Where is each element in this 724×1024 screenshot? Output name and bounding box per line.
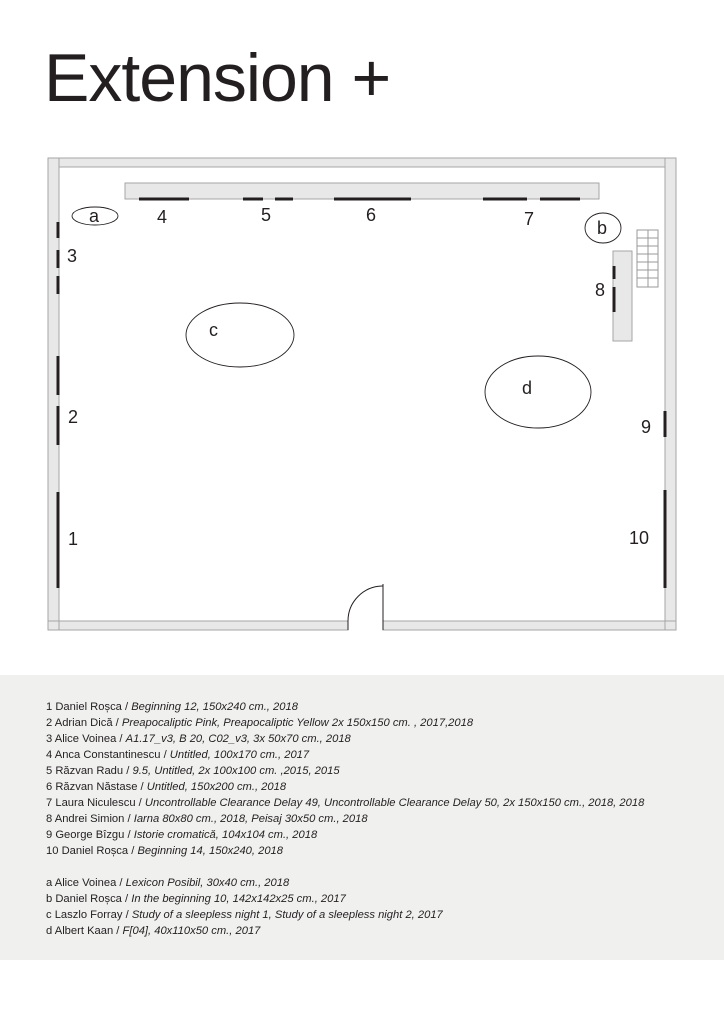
label-7: 7: [524, 209, 535, 229]
objects: [72, 207, 621, 428]
object-c-outline: [186, 303, 294, 367]
object-d-outline: [485, 356, 591, 428]
legend-item: 3 Alice Voinea / A1.17_v3, B 20, C02_v3, 3x 50x70 cm., 2018: [46, 733, 351, 745]
label-b: b: [597, 218, 608, 238]
legend-panel: [0, 675, 724, 960]
label-c: c: [209, 320, 218, 340]
wall-right: [665, 158, 676, 630]
wall-bottom-left: [48, 621, 348, 630]
legend-item: d Albert Kaan / F[04], 40x110x50 cm., 2017: [46, 925, 261, 937]
legend-item: 4 Anca Constantinescu / Untitled, 100x170 cm., 2017: [46, 749, 310, 761]
legend-item: 8 Andrei Simion / Iarna 80x80 cm., 2018, Peisaj 30x50 cm., 2018: [46, 813, 368, 825]
label-a: a: [89, 206, 100, 226]
walls: [48, 158, 676, 630]
wall-bottom-right: [383, 621, 676, 630]
legend-item: 5 Răzvan Radu / 9.5, Untitled, 2x 100x100 cm. ,2015, 2015: [46, 765, 340, 777]
partition-top: [125, 183, 599, 199]
stairs: [637, 230, 658, 287]
label-6: 6: [366, 205, 377, 225]
label-9: 9: [641, 417, 652, 437]
label-10: 10: [629, 528, 650, 548]
wall-labels: [67, 205, 651, 549]
legend-item: a Alice Voinea / Lexicon Posibil, 30x40 cm., 2018: [46, 877, 290, 889]
door: [348, 584, 383, 630]
legend-item: 10 Daniel Roșca / Beginning 14, 150x240, 2018: [46, 845, 284, 857]
object-labels: [89, 206, 607, 398]
label-2: 2: [68, 407, 79, 427]
legend-item: 7 Laura Niculescu / Uncontrollable Clearance Delay 49, Uncontrollable Clearance Delay 50, 2x 150x150 cm., 2018, 2018: [46, 797, 645, 809]
legend-spacer: [46, 859, 644, 875]
legend-item: 9 George Bîzgu / Istorie cromatică, 104x104 cm., 2018: [46, 829, 318, 841]
artwork-marks: [58, 199, 665, 588]
page-title: Extension +: [44, 40, 391, 116]
legend-item: 1 Daniel Roșca / Beginning 12, 150x240 cm., 2018: [46, 701, 298, 713]
wall-corners: [59, 158, 665, 630]
legend-item: 2 Adrian Dică / Preapocaliptic Pink, Preapocaliptic Yellow 2x 150x150 cm. , 2017,2018: [46, 717, 474, 729]
legend-item: 6 Răzvan Năstase / Untitled, 150x200 cm., 2018: [46, 781, 287, 793]
label-8: 8: [595, 280, 606, 300]
legend-list: [46, 699, 644, 939]
partition-right: [613, 251, 632, 341]
legend-item: c Laszlo Forray / Study of a sleepless night 1, Study of a sleepless night 2, 2017: [46, 909, 443, 921]
label-1: 1: [68, 529, 79, 549]
legend-item: b Daniel Roșca / In the beginning 10, 142x142x25 cm., 2017: [46, 893, 346, 905]
label-5: 5: [261, 205, 272, 225]
label-4: 4: [157, 207, 168, 227]
label-3: 3: [67, 246, 78, 266]
wall-top: [48, 158, 676, 167]
label-d: d: [522, 378, 533, 398]
